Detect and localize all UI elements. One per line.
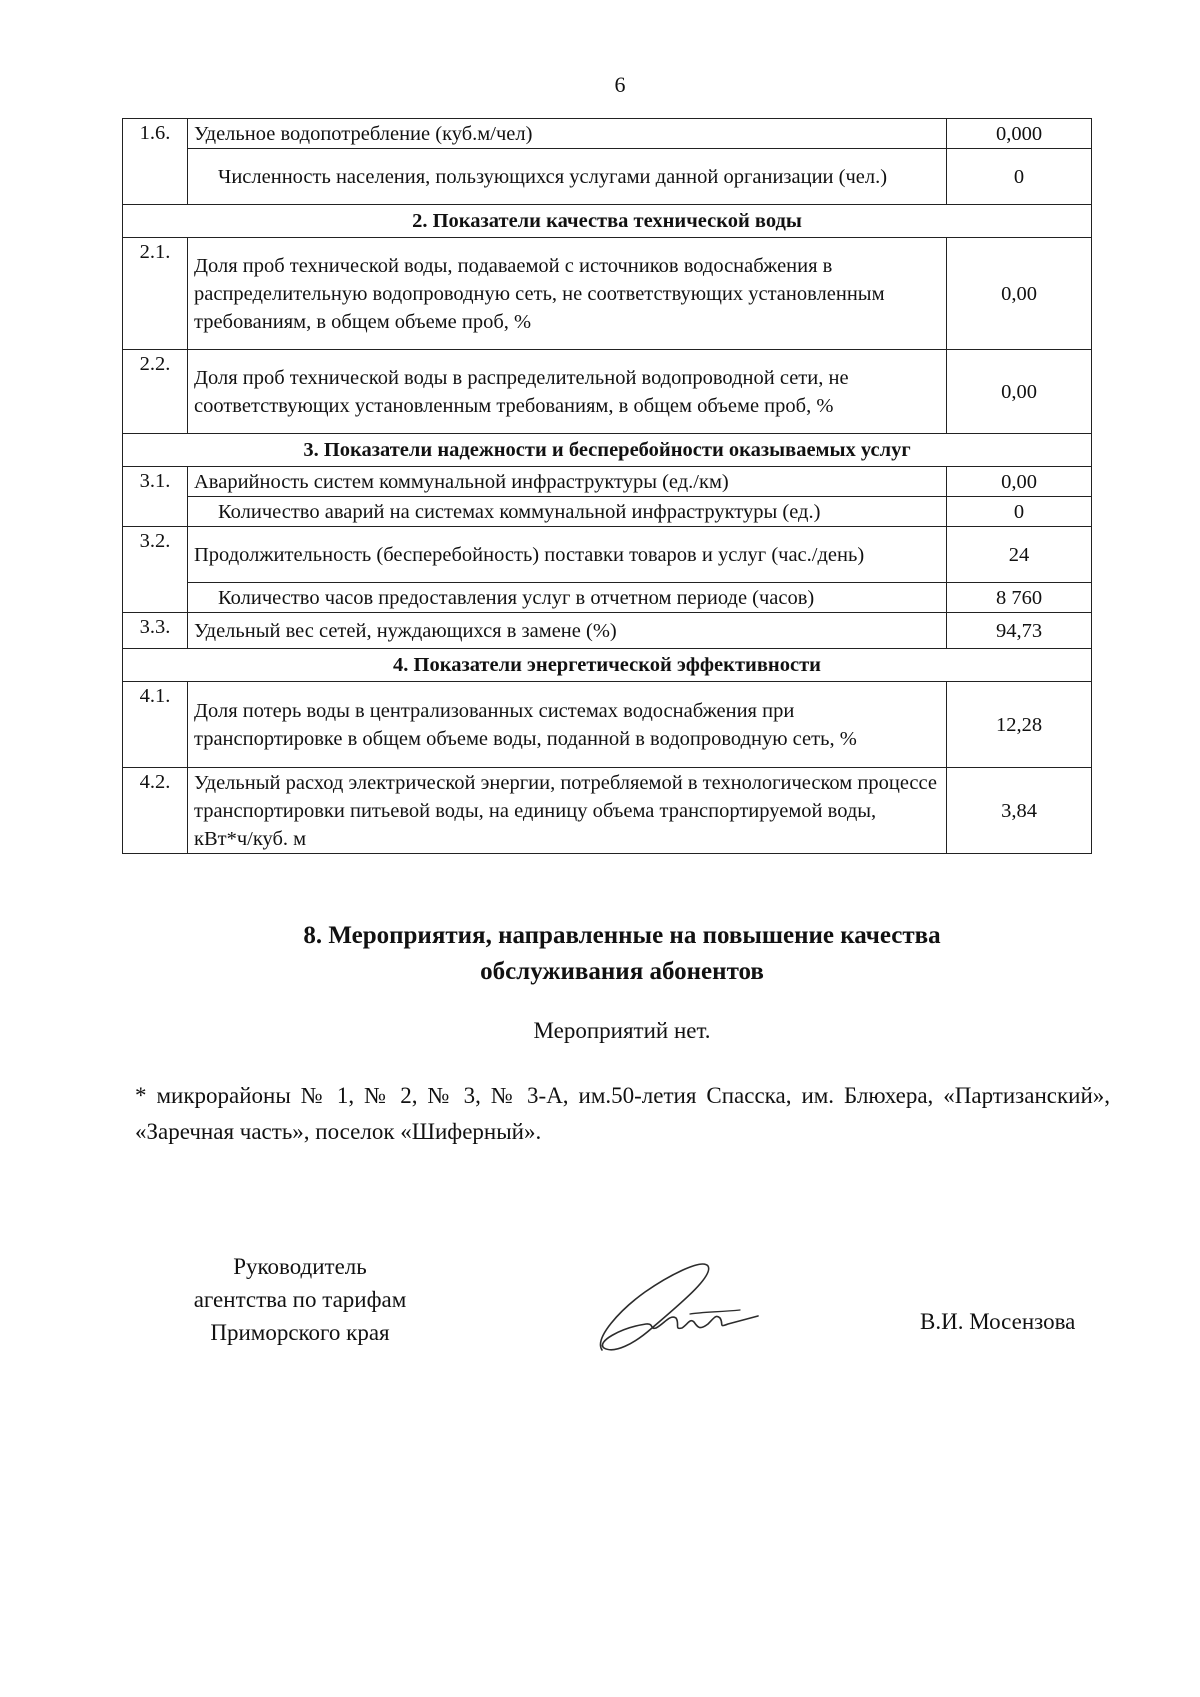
section-8-heading	[122, 918, 1122, 990]
section-8-heading-line: обслуживания абонентов	[480, 958, 764, 985]
row-number: 4.1.	[123, 682, 188, 768]
indicator-description: Аварийность систем коммунальной инфраструктуры (ед./км)	[188, 467, 947, 497]
indicator-description: Доля потерь воды в централизованных системах водоснабжения при транспортировке в общем объеме воды, поданной в водопроводную сеть, %	[188, 682, 947, 768]
section-8-heading-line: 8. Мероприятия, направленные на повышение качества	[303, 922, 941, 949]
table-row	[123, 119, 1092, 149]
table-row	[123, 467, 1092, 497]
row-number: 3.2.	[123, 527, 188, 613]
indicator-description: Удельное водопотребление (куб.м/чел)	[188, 119, 947, 149]
indicators-table	[122, 118, 1092, 854]
signer-name: В.И. Мосензова	[920, 1309, 1076, 1334]
indicator-value: 0,000	[947, 119, 1092, 149]
indicator-description: Количество аварий на системах коммунальной инфраструктуры (ед.)	[188, 497, 947, 527]
table-row	[123, 149, 1092, 205]
row-number: 4.2.	[123, 768, 188, 854]
section-title: 3. Показатели надежности и бесперебойности оказываемых услуг	[123, 434, 1092, 467]
section-row	[123, 434, 1092, 467]
section-8-body: Мероприятий нет.	[533, 1018, 711, 1043]
indicator-description: Количество часов предоставления услуг в отчетном периоде (часов)	[188, 583, 947, 613]
table-row	[123, 497, 1092, 527]
table-row	[123, 682, 1092, 768]
footnote: * микрорайоны № 1, № 2, № 3, № 3-А, им.50-летия Спасска, им. Блюхера, «Партизанский», «Заречная часть», поселок «Шиферный».	[135, 1083, 1110, 1144]
table-row	[123, 583, 1092, 613]
section-title: 2. Показатели качества технической воды	[123, 205, 1092, 238]
indicator-description: Удельный вес сетей, нуждающихся в замене (%)	[188, 613, 947, 649]
row-number: 2.2.	[123, 350, 188, 434]
section-title: 4. Показатели энергетической эффективности	[123, 649, 1092, 682]
indicator-value: 0,00	[947, 467, 1092, 497]
signer-title-line: Приморского края	[210, 1320, 390, 1345]
indicator-value: 0	[947, 149, 1092, 205]
row-number: 1.6.	[123, 119, 188, 205]
indicator-description: Доля проб технической воды в распределительной водопроводной сети, не соответствующих установленным требованиям, в общем объеме проб, %	[188, 350, 947, 434]
indicator-value: 12,28	[947, 682, 1092, 768]
signature-icon	[590, 1258, 760, 1358]
section-row	[123, 649, 1092, 682]
table-row	[123, 350, 1092, 434]
section-row	[123, 205, 1092, 238]
table-row	[123, 613, 1092, 649]
indicator-value: 94,73	[947, 613, 1092, 649]
table-row	[123, 527, 1092, 583]
row-number: 3.3.	[123, 613, 188, 649]
indicator-value: 0,00	[947, 238, 1092, 350]
indicator-description: Удельный расход электрической энергии, потребляемой в технологическом процессе транспортировки питьевой воды, на единицу объема транспортируемой воды, кВт*ч/куб. м	[188, 768, 947, 854]
signer-title-line: агентства по тарифам	[193, 1287, 407, 1312]
indicator-value: 0,00	[947, 350, 1092, 434]
row-number: 2.1.	[123, 238, 188, 350]
page-number: 6	[614, 72, 626, 97]
indicator-value: 3,84	[947, 768, 1092, 854]
indicator-value: 0	[947, 497, 1092, 527]
indicator-value: 8 760	[947, 583, 1092, 613]
indicator-description: Численность населения, пользующихся услугами данной организации (чел.)	[188, 149, 947, 205]
indicator-value: 24	[947, 527, 1092, 583]
table-row	[123, 238, 1092, 350]
indicator-description: Доля проб технической воды, подаваемой с источников водоснабжения в распределительную водопроводную сеть, не соответствующих установленным требованиям, в общем объеме проб, %	[188, 238, 947, 350]
table-row	[123, 768, 1092, 854]
row-number: 3.1.	[123, 467, 188, 527]
signer-title	[140, 1250, 460, 1349]
indicator-description: Продолжительность (бесперебойность) поставки товаров и услуг (час./день)	[188, 527, 947, 583]
signer-title-line: Руководитель	[233, 1254, 367, 1279]
